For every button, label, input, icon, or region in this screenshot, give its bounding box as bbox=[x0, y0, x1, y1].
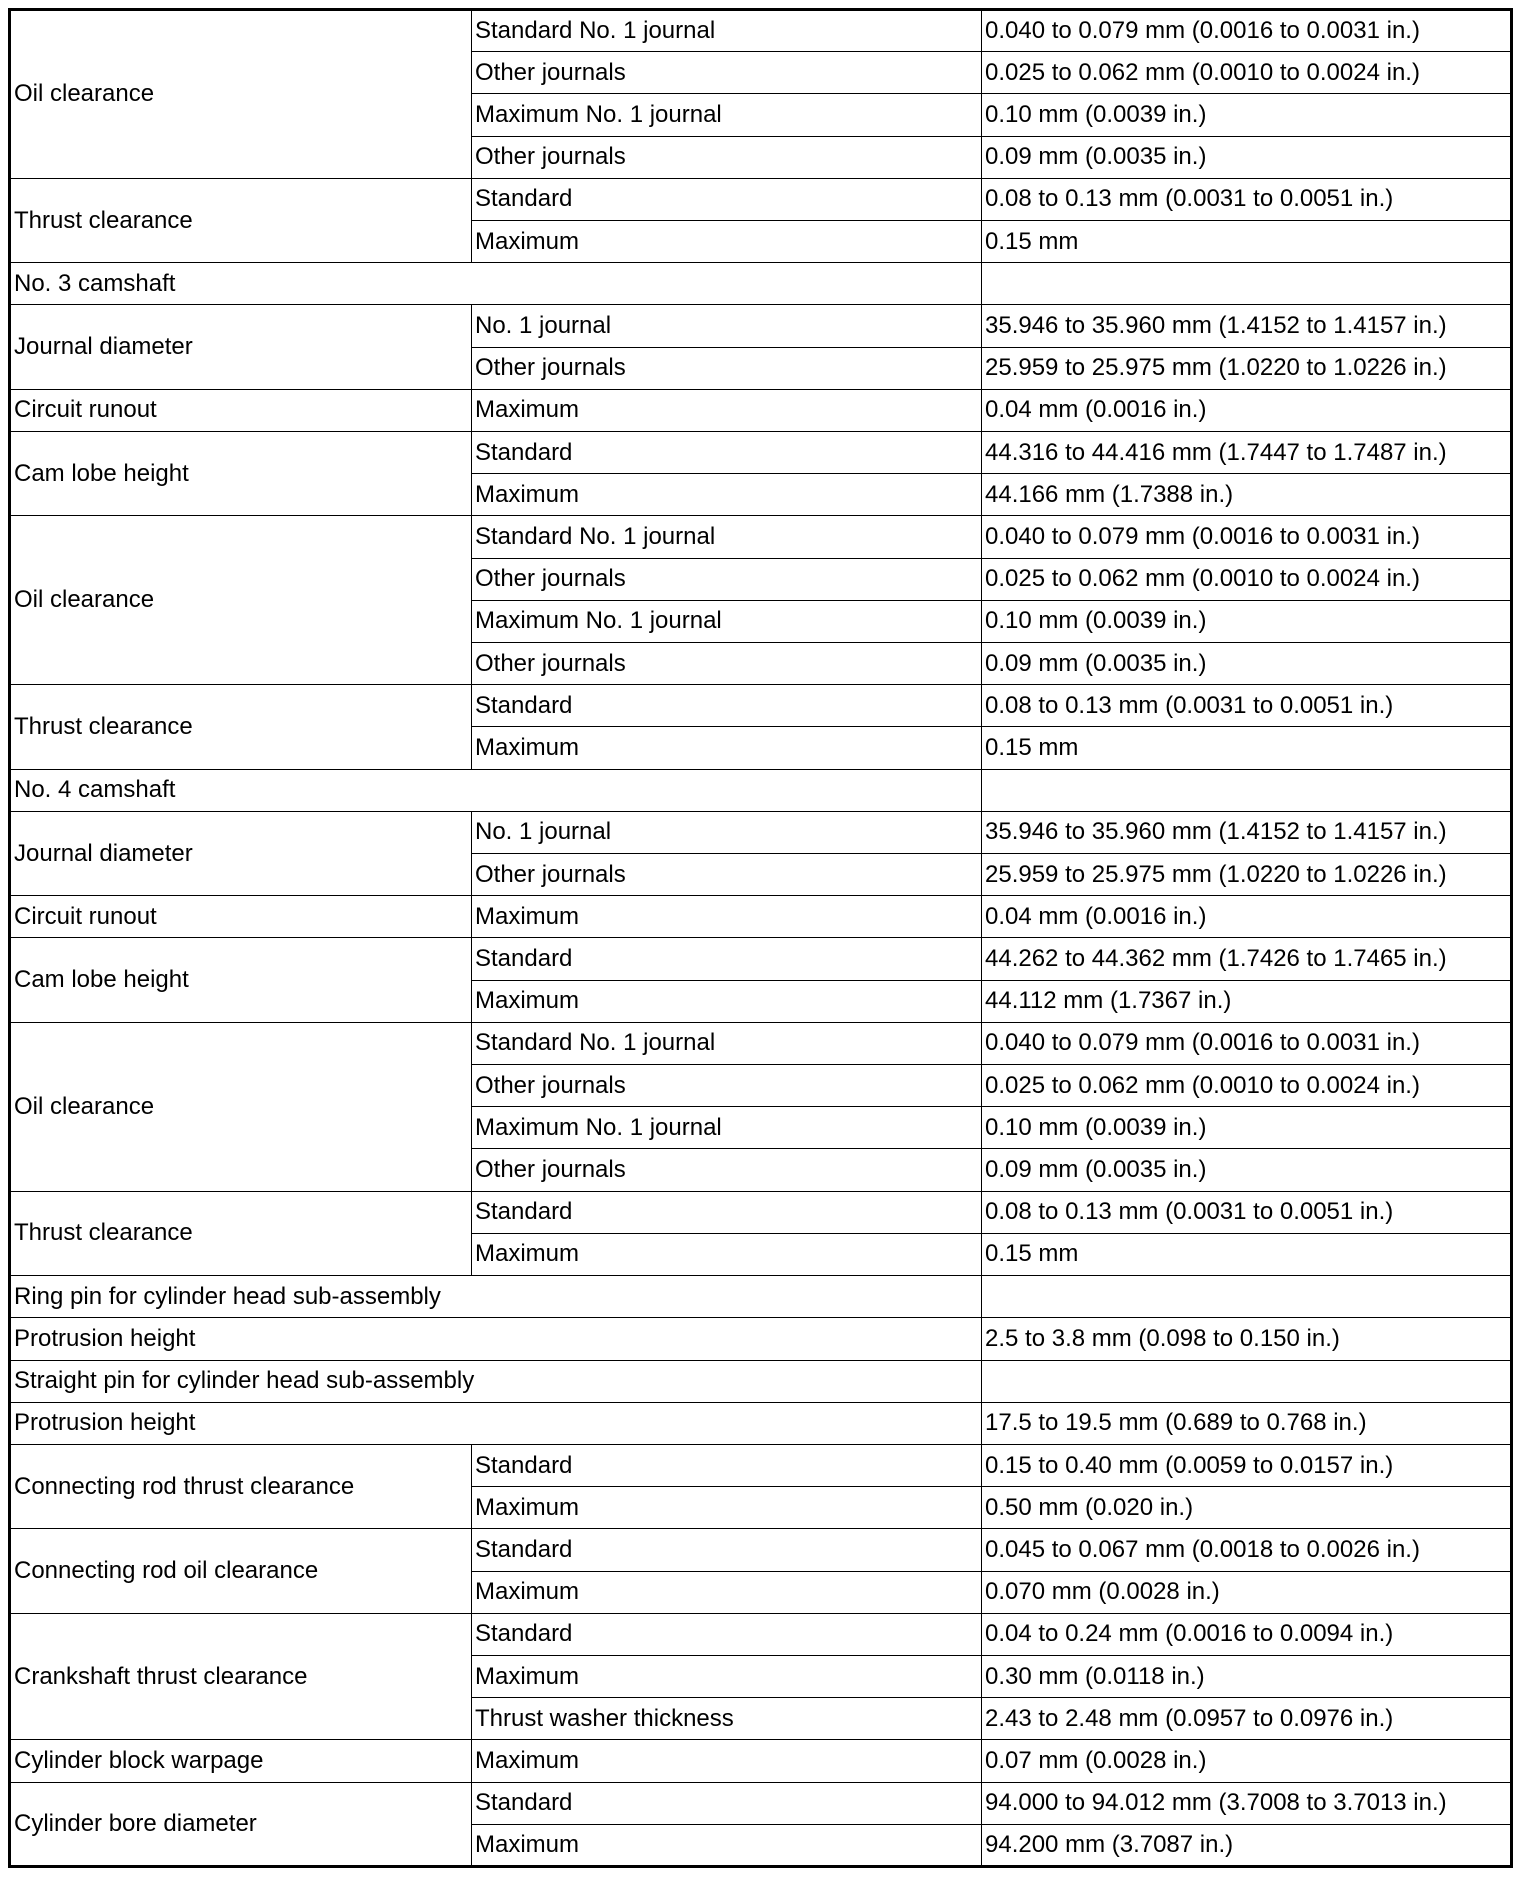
condition-cell: Maximum bbox=[472, 1571, 982, 1613]
condition-cell: Maximum bbox=[472, 221, 982, 263]
value-cell: 0.025 to 0.062 mm (0.0010 to 0.0024 in.) bbox=[982, 558, 1512, 600]
condition-cell: Standard bbox=[472, 1444, 982, 1486]
value-cell bbox=[982, 769, 1512, 811]
condition-cell: Maximum bbox=[472, 389, 982, 431]
condition-cell: Standard bbox=[472, 1782, 982, 1824]
value-cell: 0.15 mm bbox=[982, 221, 1512, 263]
item-name-cell: Connecting rod oil clearance bbox=[10, 1529, 472, 1613]
item-name-cell: Circuit runout bbox=[10, 389, 472, 431]
condition-cell: Maximum bbox=[472, 980, 982, 1022]
item-name-cell: Cylinder bore diameter bbox=[10, 1782, 472, 1866]
item-name-cell: Connecting rod thrust clearance bbox=[10, 1444, 472, 1528]
condition-cell: Standard bbox=[472, 1191, 982, 1233]
condition-cell: Other journals bbox=[472, 643, 982, 685]
item-name-cell: Journal diameter bbox=[10, 305, 472, 389]
condition-cell: Maximum No. 1 journal bbox=[472, 94, 982, 136]
condition-cell: Standard bbox=[472, 178, 982, 220]
value-cell: 44.166 mm (1.7388 in.) bbox=[982, 474, 1512, 516]
value-cell: 0.045 to 0.067 mm (0.0018 to 0.0026 in.) bbox=[982, 1529, 1512, 1571]
table-row bbox=[10, 432, 1512, 474]
value-cell: 44.112 mm (1.7367 in.) bbox=[982, 980, 1512, 1022]
table-row bbox=[10, 938, 1512, 980]
value-cell bbox=[982, 263, 1512, 305]
value-cell: 0.09 mm (0.0035 in.) bbox=[982, 643, 1512, 685]
table-row bbox=[10, 1402, 1512, 1444]
table-row bbox=[10, 1276, 1512, 1318]
condition-cell: Standard bbox=[472, 432, 982, 474]
condition-cell: Standard No. 1 journal bbox=[472, 10, 982, 52]
table-row bbox=[10, 178, 1512, 220]
table-row bbox=[10, 769, 1512, 811]
condition-cell: Standard No. 1 journal bbox=[472, 1022, 982, 1064]
section-label-cell: Protrusion height bbox=[10, 1402, 982, 1444]
value-cell: 0.10 mm (0.0039 in.) bbox=[982, 1107, 1512, 1149]
table-row bbox=[10, 10, 1512, 52]
value-cell: 0.15 to 0.40 mm (0.0059 to 0.0157 in.) bbox=[982, 1444, 1512, 1486]
value-cell: 94.200 mm (3.7087 in.) bbox=[982, 1824, 1512, 1866]
table-row bbox=[10, 1613, 1512, 1655]
section-label-cell: Ring pin for cylinder head sub-assembly bbox=[10, 1276, 982, 1318]
condition-cell: Other journals bbox=[472, 136, 982, 178]
condition-cell: Maximum bbox=[472, 727, 982, 769]
value-cell: 17.5 to 19.5 mm (0.689 to 0.768 in.) bbox=[982, 1402, 1512, 1444]
condition-cell: Maximum No. 1 journal bbox=[472, 600, 982, 642]
condition-cell: Thrust washer thickness bbox=[472, 1698, 982, 1740]
specifications-table-body bbox=[10, 10, 1512, 1867]
item-name-cell: Oil clearance bbox=[10, 516, 472, 685]
value-cell: 2.5 to 3.8 mm (0.098 to 0.150 in.) bbox=[982, 1318, 1512, 1360]
value-cell: 25.959 to 25.975 mm (1.0220 to 1.0226 in.) bbox=[982, 854, 1512, 896]
value-cell: 0.04 mm (0.0016 in.) bbox=[982, 896, 1512, 938]
item-name-cell: Thrust clearance bbox=[10, 685, 472, 769]
item-name-cell: Oil clearance bbox=[10, 10, 472, 179]
value-cell: 25.959 to 25.975 mm (1.0220 to 1.0226 in.) bbox=[982, 347, 1512, 389]
condition-cell: Other journals bbox=[472, 1065, 982, 1107]
item-name-cell: Thrust clearance bbox=[10, 178, 472, 262]
table-row bbox=[10, 1782, 1512, 1824]
condition-cell: Standard bbox=[472, 1613, 982, 1655]
value-cell: 0.10 mm (0.0039 in.) bbox=[982, 94, 1512, 136]
value-cell: 0.025 to 0.062 mm (0.0010 to 0.0024 in.) bbox=[982, 52, 1512, 94]
value-cell: 0.070 mm (0.0028 in.) bbox=[982, 1571, 1512, 1613]
value-cell: 0.15 mm bbox=[982, 727, 1512, 769]
item-name-cell: Crankshaft thrust clearance bbox=[10, 1613, 472, 1740]
value-cell: 0.30 mm (0.0118 in.) bbox=[982, 1655, 1512, 1697]
section-label-cell: Protrusion height bbox=[10, 1318, 982, 1360]
table-row bbox=[10, 305, 1512, 347]
condition-cell: Maximum bbox=[472, 474, 982, 516]
table-row bbox=[10, 1529, 1512, 1571]
table-row bbox=[10, 1318, 1512, 1360]
table-row bbox=[10, 1022, 1512, 1064]
value-cell: 44.316 to 44.416 mm (1.7447 to 1.7487 in.) bbox=[982, 432, 1512, 474]
value-cell bbox=[982, 1276, 1512, 1318]
condition-cell: Maximum bbox=[472, 1233, 982, 1275]
condition-cell: Other journals bbox=[472, 347, 982, 389]
condition-cell: Maximum bbox=[472, 1740, 982, 1782]
spec-sheet bbox=[8, 8, 1510, 1868]
condition-cell: Maximum bbox=[472, 1487, 982, 1529]
condition-cell: Maximum bbox=[472, 1824, 982, 1866]
value-cell: 2.43 to 2.48 mm (0.0957 to 0.0976 in.) bbox=[982, 1698, 1512, 1740]
item-name-cell: Journal diameter bbox=[10, 811, 472, 895]
item-name-cell: Cylinder block warpage bbox=[10, 1740, 472, 1782]
value-cell: 0.09 mm (0.0035 in.) bbox=[982, 136, 1512, 178]
table-row bbox=[10, 1740, 1512, 1782]
condition-cell: Maximum bbox=[472, 896, 982, 938]
table-row bbox=[10, 1360, 1512, 1402]
condition-cell: No. 1 journal bbox=[472, 811, 982, 853]
value-cell: 0.04 to 0.24 mm (0.0016 to 0.0094 in.) bbox=[982, 1613, 1512, 1655]
item-name-cell: Cam lobe height bbox=[10, 938, 472, 1022]
condition-cell: No. 1 journal bbox=[472, 305, 982, 347]
condition-cell: Maximum No. 1 journal bbox=[472, 1107, 982, 1149]
item-name-cell: Thrust clearance bbox=[10, 1191, 472, 1275]
value-cell: 0.08 to 0.13 mm (0.0031 to 0.0051 in.) bbox=[982, 1191, 1512, 1233]
section-label-cell: No. 4 camshaft bbox=[10, 769, 982, 811]
section-label-cell: Straight pin for cylinder head sub-assembly bbox=[10, 1360, 982, 1402]
value-cell: 35.946 to 35.960 mm (1.4152 to 1.4157 in.) bbox=[982, 811, 1512, 853]
condition-cell: Other journals bbox=[472, 854, 982, 896]
value-cell: 0.08 to 0.13 mm (0.0031 to 0.0051 in.) bbox=[982, 178, 1512, 220]
item-name-cell: Oil clearance bbox=[10, 1022, 472, 1191]
value-cell: 0.025 to 0.062 mm (0.0010 to 0.0024 in.) bbox=[982, 1065, 1512, 1107]
condition-cell: Maximum bbox=[472, 1655, 982, 1697]
value-cell: 0.040 to 0.079 mm (0.0016 to 0.0031 in.) bbox=[982, 1022, 1512, 1064]
item-name-cell: Circuit runout bbox=[10, 896, 472, 938]
table-row bbox=[10, 811, 1512, 853]
specifications-table bbox=[8, 8, 1513, 1868]
table-row bbox=[10, 263, 1512, 305]
condition-cell: Standard bbox=[472, 1529, 982, 1571]
value-cell: 0.040 to 0.079 mm (0.0016 to 0.0031 in.) bbox=[982, 516, 1512, 558]
table-row bbox=[10, 685, 1512, 727]
value-cell: 44.262 to 44.362 mm (1.7426 to 1.7465 in.) bbox=[982, 938, 1512, 980]
table-row bbox=[10, 896, 1512, 938]
condition-cell: Other journals bbox=[472, 1149, 982, 1191]
value-cell: 94.000 to 94.012 mm (3.7008 to 3.7013 in.) bbox=[982, 1782, 1512, 1824]
table-row bbox=[10, 389, 1512, 431]
table-row bbox=[10, 516, 1512, 558]
value-cell: 0.04 mm (0.0016 in.) bbox=[982, 389, 1512, 431]
value-cell: 35.946 to 35.960 mm (1.4152 to 1.4157 in.) bbox=[982, 305, 1512, 347]
table-row bbox=[10, 1444, 1512, 1486]
value-cell: 0.10 mm (0.0039 in.) bbox=[982, 600, 1512, 642]
condition-cell: Standard No. 1 journal bbox=[472, 516, 982, 558]
condition-cell: Standard bbox=[472, 685, 982, 727]
item-name-cell: Cam lobe height bbox=[10, 432, 472, 516]
condition-cell: Other journals bbox=[472, 52, 982, 94]
value-cell: 0.50 mm (0.020 in.) bbox=[982, 1487, 1512, 1529]
condition-cell: Standard bbox=[472, 938, 982, 980]
value-cell: 0.040 to 0.079 mm (0.0016 to 0.0031 in.) bbox=[982, 10, 1512, 52]
value-cell: 0.08 to 0.13 mm (0.0031 to 0.0051 in.) bbox=[982, 685, 1512, 727]
value-cell bbox=[982, 1360, 1512, 1402]
table-row bbox=[10, 1191, 1512, 1233]
value-cell: 0.07 mm (0.0028 in.) bbox=[982, 1740, 1512, 1782]
value-cell: 0.09 mm (0.0035 in.) bbox=[982, 1149, 1512, 1191]
section-label-cell: No. 3 camshaft bbox=[10, 263, 982, 305]
condition-cell: Other journals bbox=[472, 558, 982, 600]
value-cell: 0.15 mm bbox=[982, 1233, 1512, 1275]
